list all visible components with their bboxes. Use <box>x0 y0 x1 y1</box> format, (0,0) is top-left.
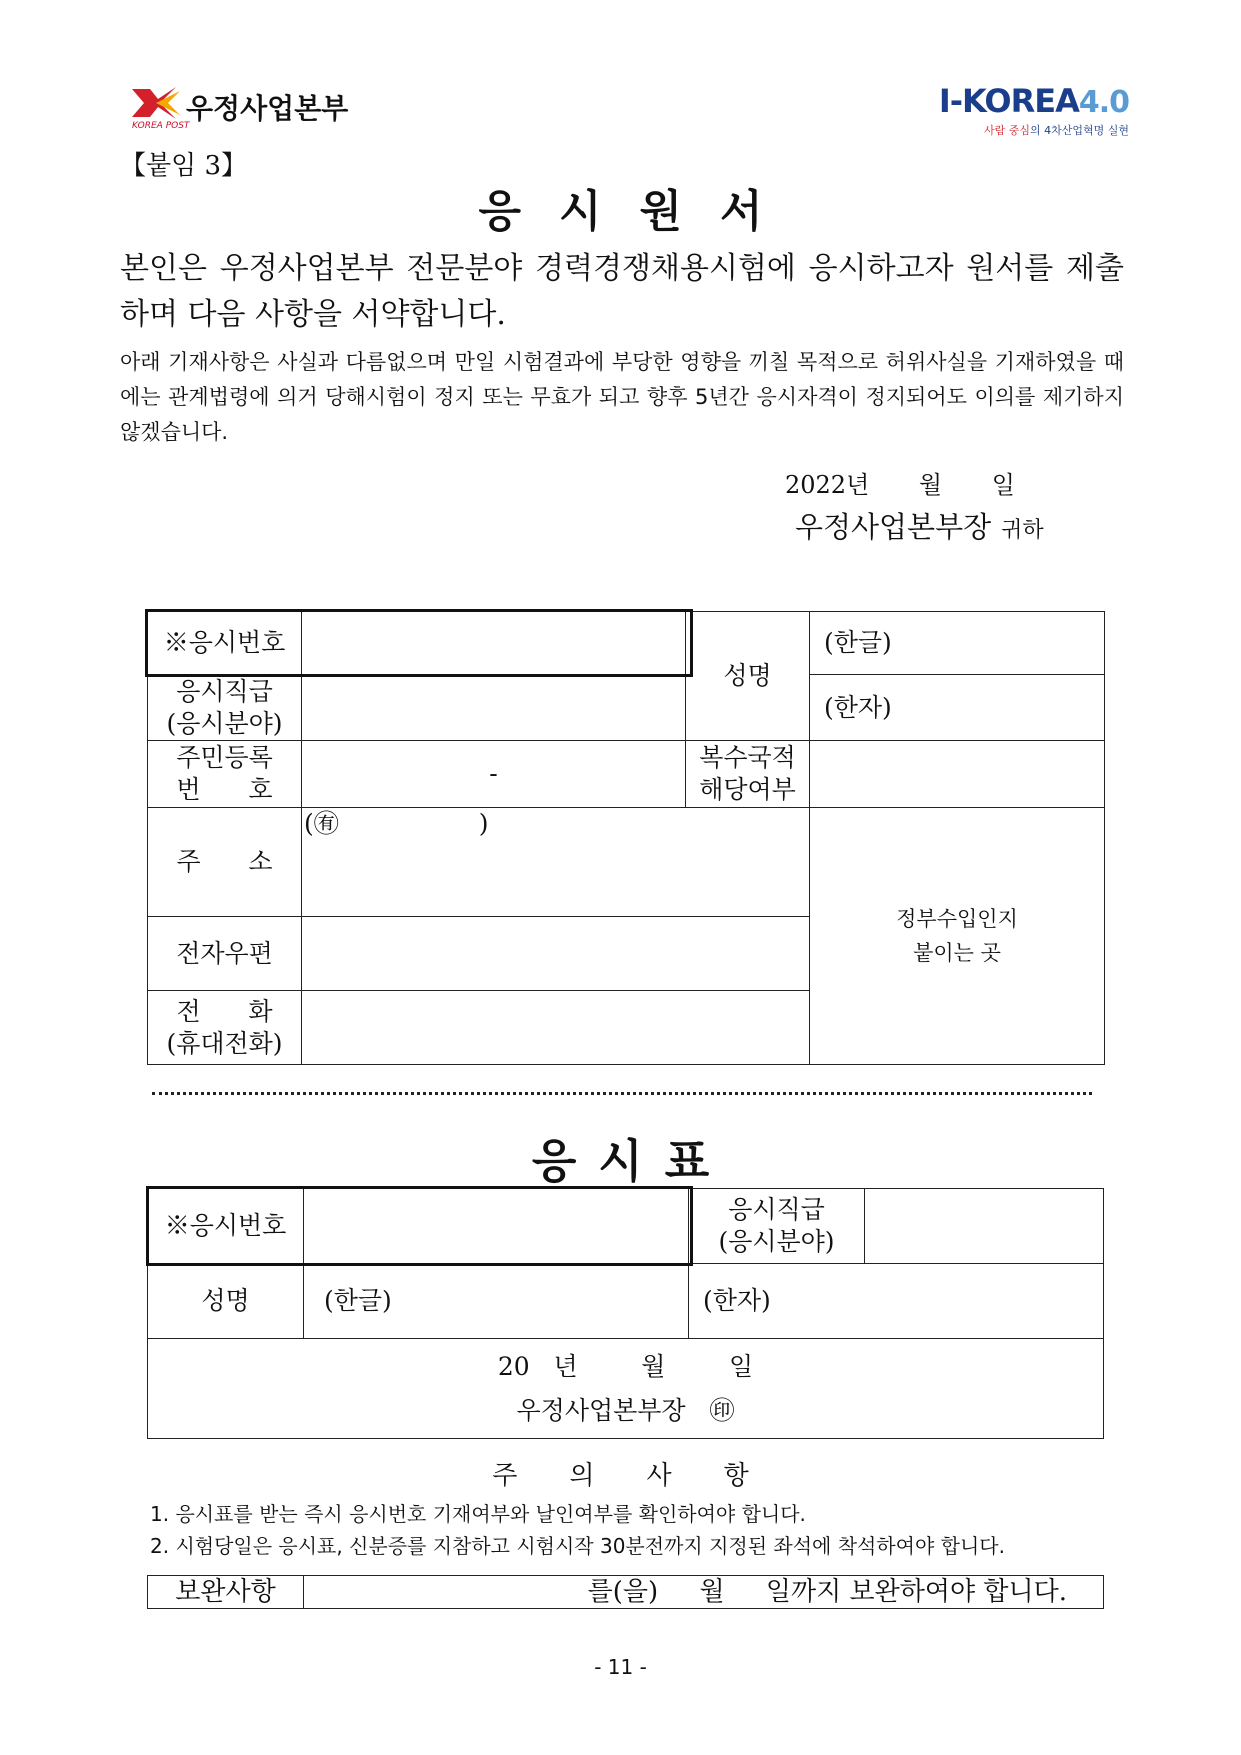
phone-label-line2: (휴대전화) <box>166 1028 283 1058</box>
notice-text: 아래 기재사항은 사실과 다름없으며 만일 시험결과에 부당한 영향을 끼칠 목적으로 허위사실을 기재하였을 때에는 관계법령에 의거 당해시험이 정지 또는 무효가 되고 향후 5년간 응시자격이 정지되어도 이의를 제기하지 않겠습니다. <box>120 350 1124 444</box>
ticket-name-korean-label: (한글) <box>324 1286 392 1315</box>
ticket-issue-block <box>148 1339 1104 1439</box>
ticket-exam-number-label: ※응시번호 <box>148 1189 304 1264</box>
ticket-issuer-line <box>148 1389 1103 1433</box>
korea-post-subtitle: KOREA POST <box>132 121 190 131</box>
name-label: 성명 <box>686 612 810 741</box>
name-hanja-field[interactable] <box>810 675 1105 741</box>
address-label: 주 소 <box>148 808 302 917</box>
ikorea-slogan-rest: 의 4차산업혁명 실현 <box>1030 124 1129 137</box>
supplement-label: 보완사항 <box>148 1576 304 1609</box>
name-korean-label: (한글) <box>824 628 892 657</box>
ticket-name-hanja-label: (한자) <box>703 1286 771 1315</box>
korea-post-emblem-icon <box>130 85 182 121</box>
ticket-exam-number-field[interactable] <box>304 1189 689 1264</box>
application-form-table <box>147 611 1105 1065</box>
ikorea-logo <box>939 84 1129 138</box>
ticket-grade-label <box>689 1189 865 1264</box>
application-title: 응시원서 <box>478 186 801 237</box>
ticket-name-label: 성명 <box>148 1264 304 1339</box>
resident-label-line1: 주민등록 <box>176 743 273 772</box>
grade-label-line2: (응시분야) <box>166 708 283 738</box>
exam-number-field[interactable] <box>302 612 686 675</box>
phone-label-line1: 전 화 <box>176 996 273 1026</box>
exam-ticket-table <box>147 1188 1104 1439</box>
addressee <box>795 505 1044 546</box>
ikorea-title <box>939 84 1129 120</box>
postal-code-suffix: ) <box>478 809 489 838</box>
ticket-grade-field[interactable] <box>865 1189 1104 1264</box>
resident-number-field[interactable] <box>302 741 686 808</box>
dual-nationality-field[interactable] <box>810 741 1105 808</box>
phone-label <box>148 991 302 1065</box>
exam-number-label: ※응시번호 <box>148 612 302 675</box>
name-hanja-label: (한자) <box>824 692 892 722</box>
ticket-grade-line2: (응시분야) <box>718 1227 835 1256</box>
ticket-seal: ㊞ <box>709 1395 735 1425</box>
dual-nationality-label <box>686 741 810 808</box>
grade-field[interactable] <box>302 675 686 741</box>
application-date: 2022년 월 일 <box>785 471 1015 499</box>
resident-number-dash: - <box>489 759 498 788</box>
email-field[interactable] <box>302 917 810 991</box>
stamp-line2: 붙이는 곳 <box>913 941 1001 965</box>
grade-label <box>148 675 302 741</box>
revenue-stamp-area <box>810 808 1105 1065</box>
address-field[interactable] <box>302 808 810 917</box>
korea-post-logo <box>130 85 370 133</box>
grade-label-line1: 응시직급 <box>176 676 273 706</box>
ikorea-main-text: I-KOREA <box>938 82 1079 120</box>
attachment-label: 【붙임 3】 <box>120 151 248 181</box>
resident-number-label <box>148 741 302 808</box>
email-label: 전자우편 <box>148 917 302 991</box>
dual-label-line1: 복수국적 <box>699 743 796 772</box>
ticket-grade-line1: 응시직급 <box>728 1195 825 1224</box>
ticket-title: 응시표 <box>531 1134 732 1188</box>
addressee-suffix: 귀하 <box>1001 518 1044 543</box>
name-korean-field[interactable] <box>810 612 1105 675</box>
ticket-issuer: 우정사업본부장 <box>516 1395 686 1425</box>
page-number: - 11 - <box>594 1655 647 1679</box>
postal-code-prefix: (㊒ <box>304 809 339 838</box>
note-item-1: 1. 응시표를 받는 즉시 응시번호 기재여부와 날인여부를 확인하여야 합니다. <box>150 1502 806 1526</box>
addressee-name: 우정사업본부장 <box>795 510 992 544</box>
pledge-text: 본인은 우정사업본부 전문분야 경력경쟁채용시험에 응시하고자 원서를 제출하며 다음 사항을 서약합니다. <box>120 251 1124 332</box>
supplement-text[interactable]: 를(을) 월 일까지 보완하여야 합니다. <box>304 1576 1104 1609</box>
ikorea-slogan <box>939 122 1129 138</box>
resident-label-line2: 번 호 <box>176 775 273 804</box>
ticket-date: 20 년 월 일 <box>497 1351 754 1381</box>
ticket-name-hanja-field[interactable] <box>689 1264 1104 1339</box>
dual-label-line2: 해당여부 <box>699 775 796 804</box>
phone-field[interactable] <box>302 991 810 1065</box>
ikorea-slogan-red: 사람 중심 <box>983 124 1030 137</box>
supplement-table <box>147 1575 1104 1609</box>
ikorea-version: 4.0 <box>1078 85 1129 120</box>
cut-line <box>152 1092 1092 1095</box>
stamp-line1: 정부수입인지 <box>896 907 1018 931</box>
notes-title: 주의사항 <box>492 1461 801 1491</box>
note-item-2: 2. 시험당일은 응시표, 신분증를 지참하고 시험시작 30분전까지 지정된 좌석에 착석하여야 합니다. <box>150 1534 1005 1558</box>
korea-post-name: 우정사업본부 <box>186 92 349 125</box>
ticket-name-korean-field[interactable] <box>304 1264 689 1339</box>
